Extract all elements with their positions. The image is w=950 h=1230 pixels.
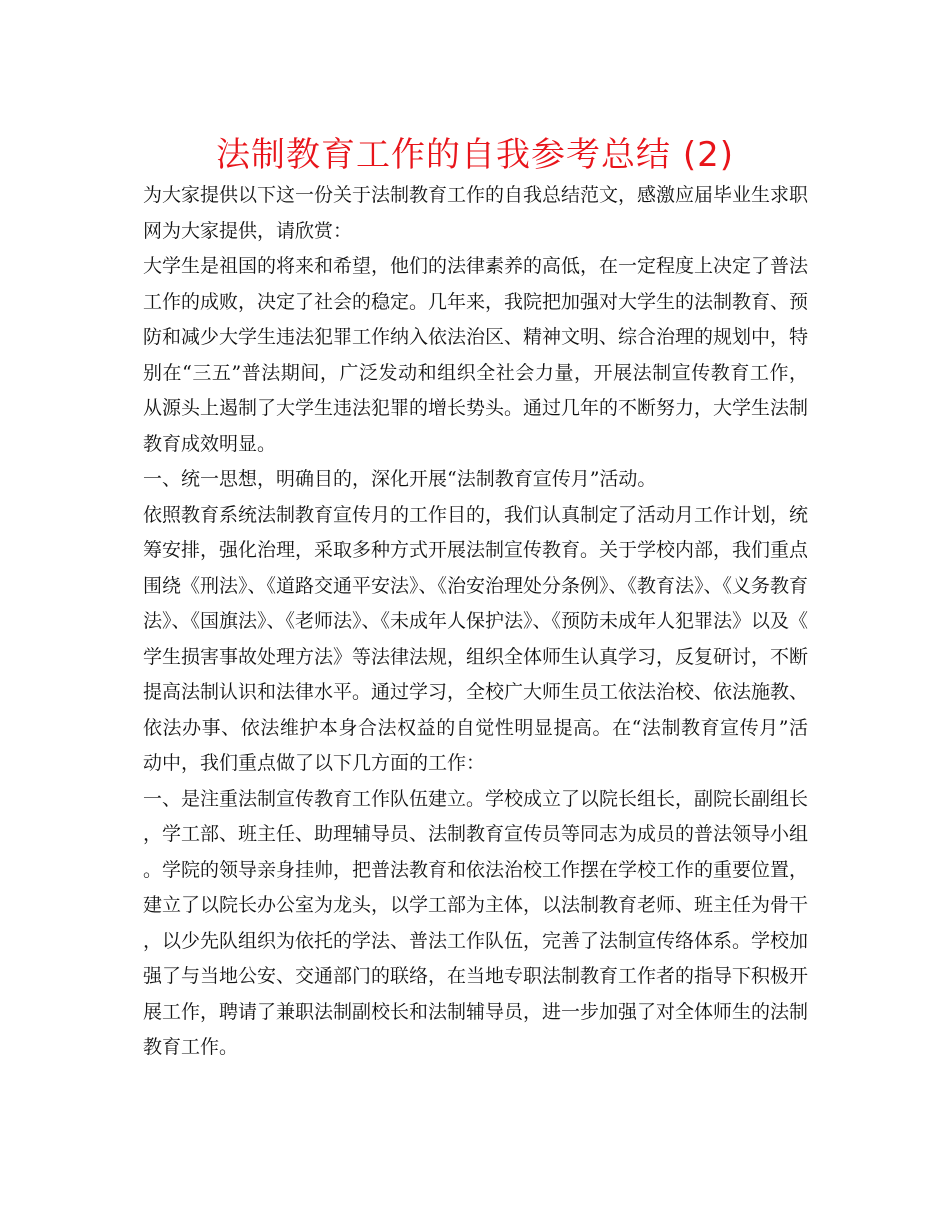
paragraph-background: 大学生是祖国的将来和希望，他们的法律素养的高低，在一定程度上决定了普法工作的成败，决定了社会的稳定。几年来，我院把加强对大学生的法制教育、预防和减少大学生违法犯罪工作纳入依法治区、精神文明、综合治理的规划中，特别在“三五”普法期间，广泛发动和组织全社会力量，开展法制宣传教育工作，从源头上遏制了大学生违法犯罪的增长势头。通过几年的不断努力，大学生法制教育成效明显。 — [143, 255, 809, 455]
paragraph-section-1: 依照教育系统法制教育宣传月的工作目的，我们认真制定了活动月工作计划，统筹安排，强化治理，采取多种方式开展法制宣传教育。关于学校内部，我们重点围绕《刑法》、《道路交通平安法》、《治安治理处分条例》、《教育法》、《义务教育法》、《国旗法》、《老师法》、《未成年人保护法》、《预防未成年人犯罪法》以及《学生损害事故处理方法》等法律法规，组织全体师生认真学习，反复研讨，不断提高法制认识和法律水平。通过学习，全校广大师生员工依法治校、依法施教、依法办事、依法维护本身合法权益的自觉性明显提高。在“法制教育宣传月”活动中，我们重点做了以下几方面的工作： — [143, 503, 809, 774]
document-title: 法制教育工作的自我参考总结 (2) — [216, 135, 734, 175]
document-body — [143, 178, 808, 1066]
section-heading-1: 一、统一思想，明确目的，深化开展“法制教育宣传月”活动。 — [143, 468, 657, 490]
paragraph-team-building: 一、是注重法制宣传教育工作队伍建立。学校成立了以院长组长，副院长副组长，学工部、班主任、助理辅导员、法制教育宣传员等同志为成员的普法领导小组。学院的领导亲身挂帅，把普法教育和依法治校工作摆在学校工作的重要位置，建立了以院长办公室为龙头，以学工部为主体，以法制教育老师、班主任为骨干，以少先队组织为依托的学法、普法工作队伍，完善了法制宣传络体系。学校加强了与当地公安、交通部门的联络，在当地专职法制教育工作者的指导下积极开展工作，聘请了兼职法制副校长和法制辅导员，进一步加强了对全体师生的法制教育工作。 — [143, 787, 809, 1058]
paragraph-intro: 为大家提供以下这一份关于法制教育工作的自我总结范文，感激应届毕业生求职网为大家提供，请欣赏： — [143, 184, 809, 242]
